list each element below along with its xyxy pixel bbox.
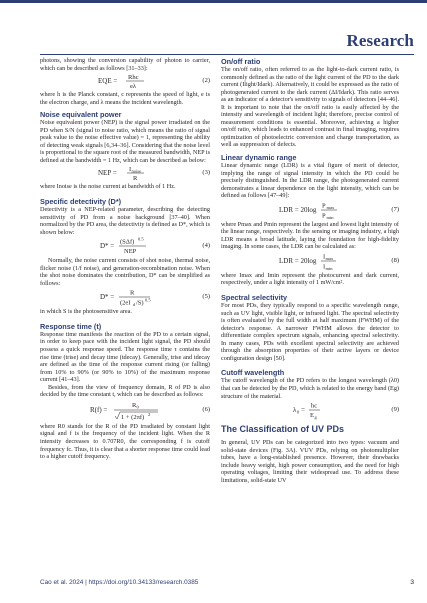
equation-8 — [221, 251, 399, 272]
paragraph: For most PDs, they typically respond to a specific wavelength range, such as UV light, visible light, or infrared light. The spectral selectivity is often evaluated by the full width at half maximum (FWHM) of the detector's response. A narrower FWHM allows the detector to differentiate complex spectrum signals, enhancing spectral selectivity. In many cases, PDs with excellent spectral selectivity are achieved through the absorption properties of their active layers or device configuration design [50]. — [221, 302, 399, 362]
section-heading-spectral: Spectral selectivity — [221, 293, 288, 303]
section-heading-classification: The Classification of UV PDs — [221, 424, 345, 435]
svg-text:min: min — [325, 265, 333, 271]
paragraph: in which S is the photosensitive area. — [40, 308, 132, 316]
journal-title: Research — [346, 31, 414, 50]
svg-text:I: I — [129, 166, 132, 174]
paragraph: Detectivity is a NEP-related parameter, describing the detecting sensitivity of PD from a noise background [37–40]. When normalized by the PD area, the detectivity is defined as D*, which is shown below: — [40, 206, 210, 236]
svg-text:hc: hc — [311, 402, 318, 410]
svg-text:0: 0 — [297, 409, 300, 415]
svg-text:NEP: NEP — [124, 248, 137, 256]
section-heading-cutoff: Cutoff wavelength — [221, 368, 285, 378]
equation-3-formula — [40, 164, 210, 183]
svg-text:Rhc: Rhc — [128, 74, 139, 82]
svg-text:I: I — [323, 263, 326, 271]
equation-4-formula — [40, 236, 210, 257]
paragraph: photons, showing the conversion capability of photon to carrier, which can be described as follows [31–33]: — [40, 57, 210, 72]
equation-2 — [40, 72, 210, 91]
equation-3 — [40, 164, 210, 183]
section-heading-ldr: Linear dynamic range — [221, 153, 297, 163]
section-heading-detectivity: Specific detectivity (D*) — [40, 197, 122, 207]
svg-text:noise: noise — [131, 168, 141, 174]
svg-text:0.5: 0.5 — [138, 236, 144, 242]
paragraph: In general, UV PDs can be categorized into two types: vacuum and solid-state devices (Fig. 3A). VUV PDs, relying on photomultiplier tubes, have a long-established presence. However, their drawbacks include heavy weight, high power consumption, and the need for high operating voltages, limiting their widespread use. To address these limitations, solid-state UV — [221, 439, 399, 484]
section-heading-onoff: On/off ratio — [221, 57, 261, 66]
left-column — [40, 57, 210, 461]
svg-text:I: I — [323, 253, 326, 261]
svg-text:LDR = 20log: LDR = 20log — [279, 205, 317, 214]
svg-text:(SΔf): (SΔf) — [120, 238, 135, 246]
equation-number: (4) — [202, 242, 210, 250]
equation-number: (3) — [202, 169, 210, 177]
equation-9-formula — [221, 400, 399, 420]
svg-text:(2eI: (2eI — [120, 299, 131, 307]
equation-2-formula — [40, 72, 210, 91]
equation-5-formula — [40, 287, 210, 308]
svg-text:R: R — [132, 401, 137, 409]
equation-7-formula — [221, 200, 399, 221]
equation-number: (5) — [202, 293, 210, 301]
page-number: 3 — [410, 579, 414, 586]
paragraph: Response time manifests the reaction of the PD to a certain signal, in order to keep pace with the incident light signal, the PD should possess a quick response speed. The response time τ contains the rise time (trise) and decay time (tdecay). Generally, trise and tdecay are defined as the time of the response current rising (or falling) from 10% to 90% (or 90% to 10%) of the maximum response current [41–43]. — [40, 330, 210, 384]
paragraph: where Imax and Imin represent the photocurrent and dark current, respectively, under a light intensity of 1 mW/cm². — [221, 271, 399, 287]
paragraph: where h is the Planck constant, c represents the speed of light, e is the electron charge, and λ means the incident wavelength. — [40, 91, 210, 106]
svg-text:D* =: D* = — [100, 293, 115, 302]
equation-number: (7) — [391, 205, 399, 213]
svg-text:E: E — [310, 412, 314, 420]
svg-text:max: max — [325, 255, 334, 261]
equation-number: (2) — [202, 77, 210, 85]
svg-text:0: 0 — [136, 404, 139, 410]
svg-text:P: P — [322, 212, 326, 220]
svg-text:0.5: 0.5 — [145, 297, 151, 303]
svg-text:λ: λ — [293, 406, 297, 415]
svg-text:d: d — [133, 302, 136, 308]
equation-6 — [40, 399, 210, 423]
equation-6-formula — [40, 399, 210, 423]
equation-number: (6) — [202, 405, 210, 413]
section-heading-nep: Noise equivalent power — [40, 110, 122, 120]
header-rule — [40, 54, 414, 55]
top-accent-bar — [0, 0, 427, 3]
paragraph: Noise equivalent power (NEP) is the signal power irradiated on the PD when S/N (signal to noise ratio, which means the ratio of signal peak value to the noise effective value) = 1, representing the ability of detecting weak signals [6,34–36]. Considering that the noise level is proportional to the square root of the measured bandwidth, NEP is defined at the bandwidth = 1 Hz, which can be described as below: — [40, 119, 210, 164]
equation-7 — [221, 200, 399, 221]
svg-text:=: = — [301, 406, 305, 415]
right-column — [221, 57, 399, 484]
svg-text:eλ: eλ — [130, 83, 137, 91]
svg-text:R: R — [133, 175, 138, 183]
svg-text:D* =: D* = — [100, 242, 115, 251]
svg-text:2: 2 — [148, 411, 151, 417]
equation-number: (8) — [391, 256, 399, 264]
svg-text:min: min — [326, 214, 334, 220]
svg-text:1 + (2πf): 1 + (2πf) — [121, 413, 145, 421]
paragraph: where R0 stands for the R of the PD irradiated by constant light signal and f is the frequency of the incident light. When the R intensity decreases to 0.707R0, the corresponding f is cutoff frequency fc. Thus, it is clear that a shorter response time could lead to a higher cutoff frequency. — [40, 422, 210, 461]
svg-text:g: g — [314, 414, 317, 420]
svg-text:max: max — [326, 204, 335, 210]
equation-4 — [40, 236, 210, 257]
paragraph: Besides, from the view of frequency domain, R of PD is also decided by the time constant t, which can be described as follows: — [40, 383, 210, 399]
footer-citation[interactable]: Cao et al. 2024 | https://doi.org/10.34133/research.0385 — [40, 579, 199, 586]
equation-number: (9) — [391, 406, 399, 414]
paragraph: Normally, the noise current consists of shot noise, thermal noise, flicker noise (1/f noise), and generation-recombination noise. When the shot noise dominates the contribution, D* can be simplified as follows: — [40, 257, 210, 287]
svg-text:LDR = 20log: LDR = 20log — [279, 256, 317, 265]
paragraph: The cutoff wavelength of the PD refers to the longest wavelength (λ0) that can be detected by the PD, which is related to the energy band (Eg) structure of the material. — [221, 377, 399, 400]
svg-text:R: R — [130, 289, 135, 297]
paragraph: Linear dynamic range (LDR) is a vital figure of merit of detector, implying the range of signal intensity in which the PD could be precisely distinguished. In the LDR range, the photogenerated current demonstrates a linear dependence on the light intensity, which can be defined as follows [47–49]: — [221, 162, 399, 200]
paragraph: where Inoise is the noise current at bandwidth of 1 Hz. — [40, 183, 176, 191]
equation-9 — [221, 400, 399, 420]
svg-text:R(f) =: R(f) = — [90, 405, 108, 414]
paragraph: The on/off ratio, often referred to as the light-to-dark current ratio, is commonly defined as the ratio of the light current of the PD to the dark current (Ilight/Idark). Alternatively, it could be expressed as the ratio of photogenerated current to the dark current (ΔI/Idark). This ratio serves as an indicator of a detector's sensitivity to signals of detectors [44–46]. It is important to note that the on/off ratio is easily affected by the intensity and wavelength of incident light; therefore, precise control of measurement conditions is essential. Moreover, achieving a higher on/off ratio, which leads to enhanced contrast in final imaging, requires optimization of photoelectric conversion and charge transportation, as well as suppression of defects. — [221, 66, 399, 149]
svg-text:P: P — [322, 202, 326, 210]
svg-text:/S): /S) — [136, 299, 144, 307]
paragraph: where Pmax and Pmin represent the largest and lowest light intensity of the linear range, respectively. In the sensing or imaging industry, a high LDR means a broad latitude, laying the foundation for high-fidelity imaging. In some cases, the LDR can be calculated as: — [221, 220, 399, 251]
equation-8-formula — [221, 251, 399, 272]
equation-5 — [40, 287, 210, 308]
svg-text:NEP =: NEP = — [98, 169, 117, 178]
section-heading-response-time: Response time (t) — [40, 321, 102, 331]
svg-text:EQE =: EQE = — [98, 77, 118, 86]
